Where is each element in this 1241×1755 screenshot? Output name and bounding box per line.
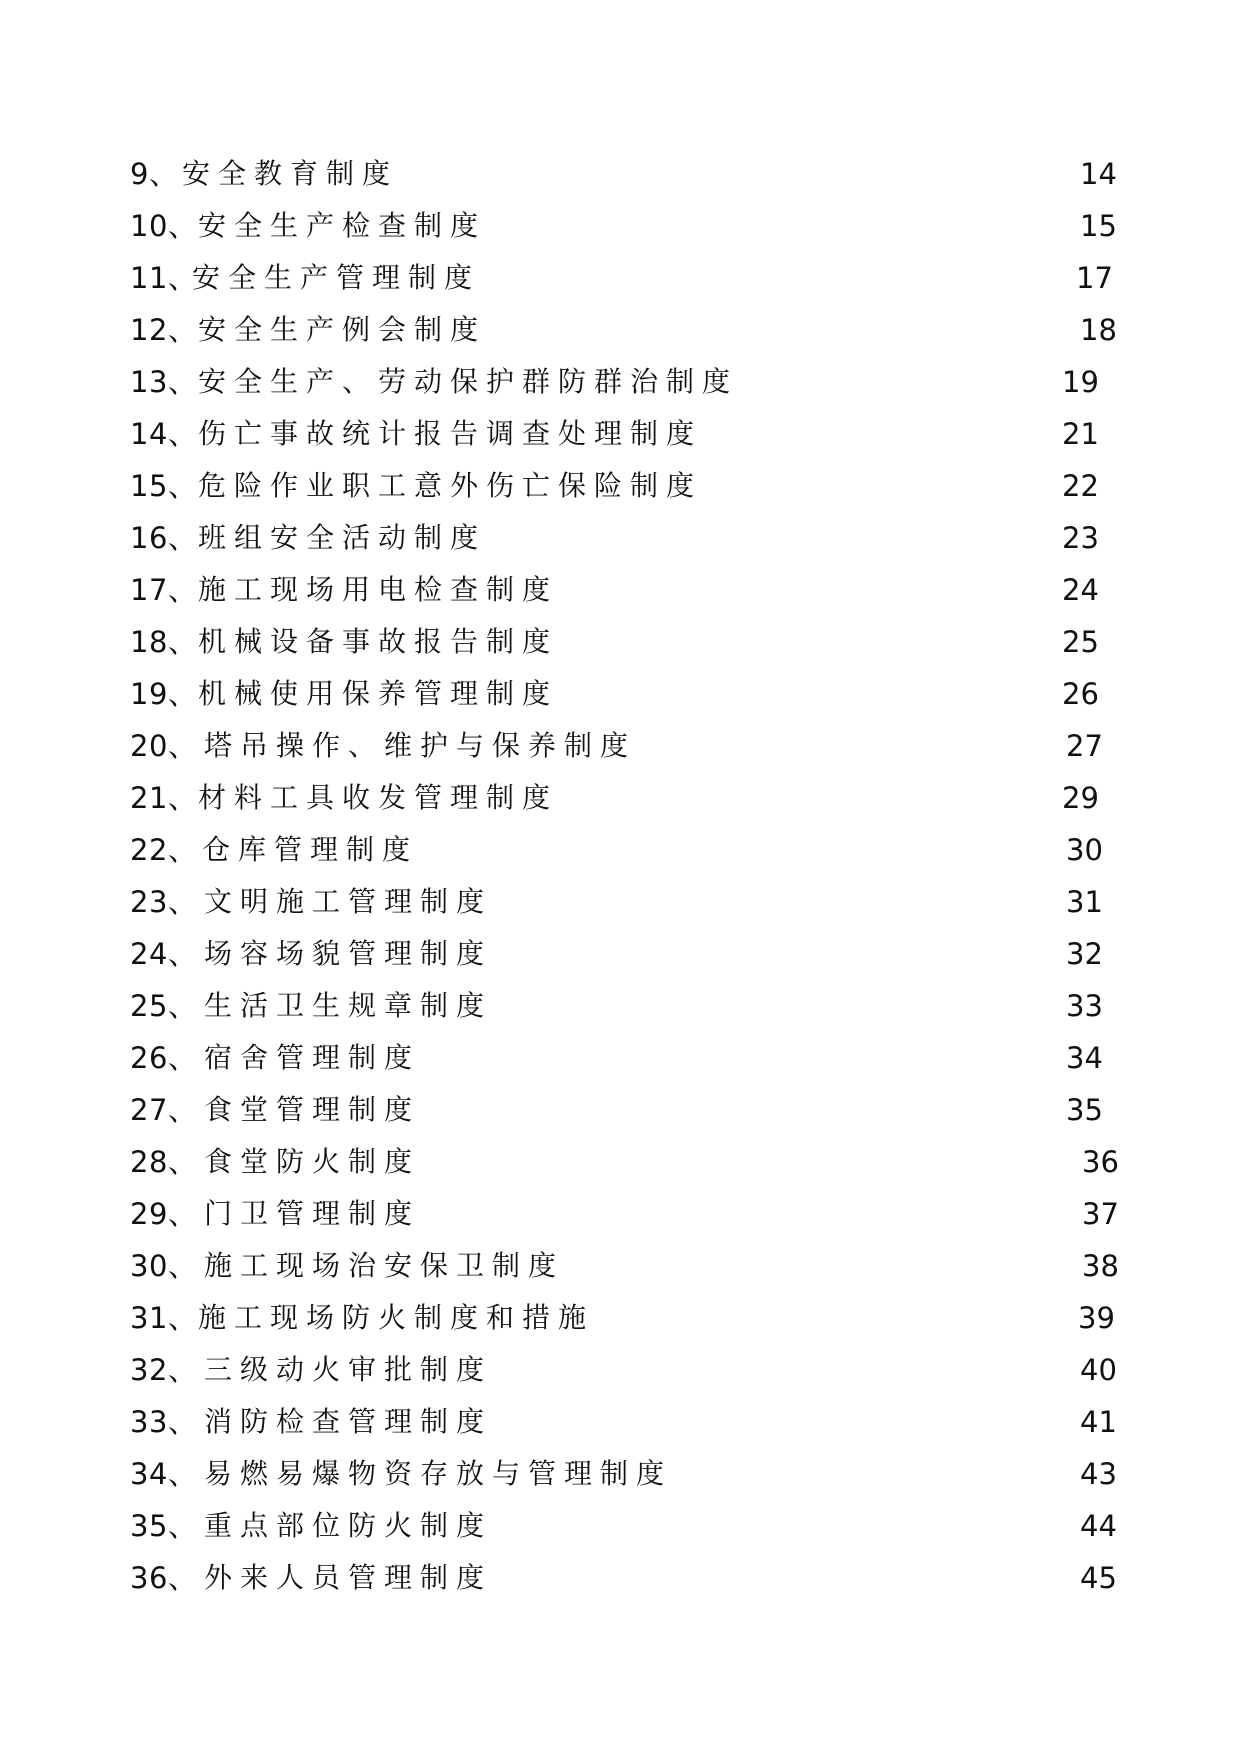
toc-entry[interactable] [130, 1240, 1130, 1292]
entry-page-number: 22 [1062, 469, 1099, 503]
entry-number: 11、 [130, 261, 198, 295]
entry-title: 安全生产、劳动保护群防群治制度 [198, 365, 739, 398]
entry-page-number: 45 [1080, 1561, 1117, 1595]
entry-title: 三级动火审批制度 [204, 1353, 493, 1386]
entry-page-number: 26 [1062, 677, 1099, 711]
toc-entry[interactable] [130, 928, 1130, 980]
entry-number: 28、 [130, 1145, 198, 1179]
toc-entry[interactable] [130, 1552, 1130, 1604]
entry-title: 消防检查管理制度 [204, 1405, 493, 1438]
toc-entry[interactable] [130, 668, 1130, 720]
entry-title: 场容场貌管理制度 [204, 937, 493, 970]
entry-title: 危险作业职工意外伤亡保险制度 [198, 469, 703, 502]
entry-title: 食堂管理制度 [204, 1093, 421, 1126]
entry-page-number: 31 [1066, 885, 1103, 919]
entry-title: 安全生产管理制度 [192, 261, 481, 294]
entry-title: 安全生产检查制度 [198, 209, 487, 242]
entry-page-number: 33 [1066, 989, 1103, 1023]
entry-number: 25、 [130, 989, 198, 1023]
entry-number: 18、 [130, 625, 198, 659]
entry-page-number: 37 [1082, 1197, 1119, 1231]
entry-title: 安全生产例会制度 [198, 313, 487, 346]
toc-entry[interactable] [130, 148, 1130, 200]
entry-title: 易燃易爆物资存放与管理制度 [204, 1457, 673, 1490]
entry-title: 施工现场治安保卫制度 [204, 1249, 565, 1282]
entry-page-number: 43 [1080, 1457, 1117, 1491]
toc-entry[interactable] [130, 252, 1130, 304]
entry-title: 宿舍管理制度 [204, 1041, 421, 1074]
entry-page-number: 18 [1080, 313, 1117, 347]
toc-entry[interactable] [130, 1448, 1130, 1500]
toc-entry[interactable] [130, 1084, 1130, 1136]
entry-page-number: 25 [1062, 625, 1099, 659]
toc-entry[interactable] [130, 1188, 1130, 1240]
entry-number: 13、 [130, 365, 198, 399]
entry-number: 17、 [130, 573, 198, 607]
entry-page-number: 17 [1076, 261, 1113, 295]
entry-page-number: 38 [1082, 1249, 1119, 1283]
entry-page-number: 14 [1080, 157, 1117, 191]
toc-entry[interactable] [130, 1396, 1130, 1448]
entry-number: 19、 [130, 677, 198, 711]
entry-number: 29、 [130, 1197, 198, 1231]
entry-number: 35、 [130, 1509, 198, 1543]
entry-number: 27、 [130, 1093, 198, 1127]
toc-entry[interactable] [130, 304, 1130, 356]
entry-page-number: 30 [1066, 833, 1103, 867]
entry-title: 材料工具收发管理制度 [198, 781, 559, 814]
entry-page-number: 34 [1066, 1041, 1103, 1075]
entry-title: 施工现场防火制度和措施 [198, 1301, 595, 1334]
entry-number: 30、 [130, 1249, 198, 1283]
entry-number: 26、 [130, 1041, 198, 1075]
entry-number: 10、 [130, 209, 198, 243]
entry-number: 14、 [130, 417, 198, 451]
table-of-contents [130, 148, 1130, 1604]
toc-entry[interactable] [130, 1136, 1130, 1188]
entry-page-number: 19 [1062, 365, 1099, 399]
entry-title: 文明施工管理制度 [204, 885, 493, 918]
entry-page-number: 39 [1078, 1301, 1115, 1335]
entry-number: 33、 [130, 1405, 198, 1439]
toc-entry[interactable] [130, 1500, 1130, 1552]
entry-page-number: 27 [1066, 729, 1103, 763]
toc-entry[interactable] [130, 512, 1130, 564]
entry-title: 班组安全活动制度 [198, 521, 487, 554]
entry-title: 塔吊操作、维护与保养制度 [204, 729, 637, 762]
entry-number: 9、 [130, 157, 179, 191]
entry-number: 22、 [130, 833, 198, 867]
toc-entry[interactable] [130, 980, 1130, 1032]
entry-title: 施工现场用电检查制度 [198, 573, 559, 606]
entry-number: 23、 [130, 885, 198, 919]
toc-entry[interactable] [130, 772, 1130, 824]
entry-page-number: 44 [1080, 1509, 1117, 1543]
toc-entry[interactable] [130, 720, 1130, 772]
entry-title: 机械使用保养管理制度 [198, 677, 559, 710]
entry-title: 仓库管理制度 [202, 833, 419, 866]
entry-number: 21、 [130, 781, 198, 815]
entry-number: 36、 [130, 1561, 198, 1595]
entry-number: 15、 [130, 469, 198, 503]
toc-entry[interactable] [130, 200, 1130, 252]
toc-entry[interactable] [130, 460, 1130, 512]
toc-entry[interactable] [130, 564, 1130, 616]
entry-number: 12、 [130, 313, 198, 347]
entry-title: 外来人员管理制度 [204, 1561, 493, 1594]
entry-page-number: 32 [1066, 937, 1103, 971]
entry-page-number: 36 [1082, 1145, 1119, 1179]
entry-page-number: 40 [1080, 1353, 1117, 1387]
entry-title: 食堂防火制度 [204, 1145, 421, 1178]
entry-title: 伤亡事故统计报告调查处理制度 [198, 417, 703, 450]
entry-number: 32、 [130, 1353, 198, 1387]
toc-entry[interactable] [130, 408, 1130, 460]
toc-entry[interactable] [130, 1032, 1130, 1084]
entry-page-number: 35 [1066, 1093, 1103, 1127]
entry-title: 安全教育制度 [182, 157, 399, 190]
entry-page-number: 29 [1062, 781, 1099, 815]
entry-page-number: 15 [1080, 209, 1117, 243]
entry-page-number: 24 [1062, 573, 1099, 607]
entry-title: 生活卫生规章制度 [204, 989, 493, 1022]
entry-number: 34、 [130, 1457, 198, 1491]
entry-page-number: 41 [1080, 1405, 1117, 1439]
entry-page-number: 23 [1062, 521, 1099, 555]
toc-entry[interactable] [130, 824, 1130, 876]
entry-title: 门卫管理制度 [204, 1197, 421, 1230]
toc-entry[interactable] [130, 616, 1130, 668]
toc-entry[interactable] [130, 356, 1130, 408]
entry-number: 20、 [130, 729, 198, 763]
entry-page-number: 21 [1062, 417, 1099, 451]
toc-entry[interactable] [130, 876, 1130, 928]
toc-entry[interactable] [130, 1344, 1130, 1396]
entry-number: 31、 [130, 1301, 198, 1335]
entry-number: 24、 [130, 937, 198, 971]
entry-number: 16、 [130, 521, 198, 555]
entry-title: 重点部位防火制度 [204, 1509, 493, 1542]
entry-title: 机械设备事故报告制度 [198, 625, 559, 658]
toc-entry[interactable] [130, 1292, 1130, 1344]
